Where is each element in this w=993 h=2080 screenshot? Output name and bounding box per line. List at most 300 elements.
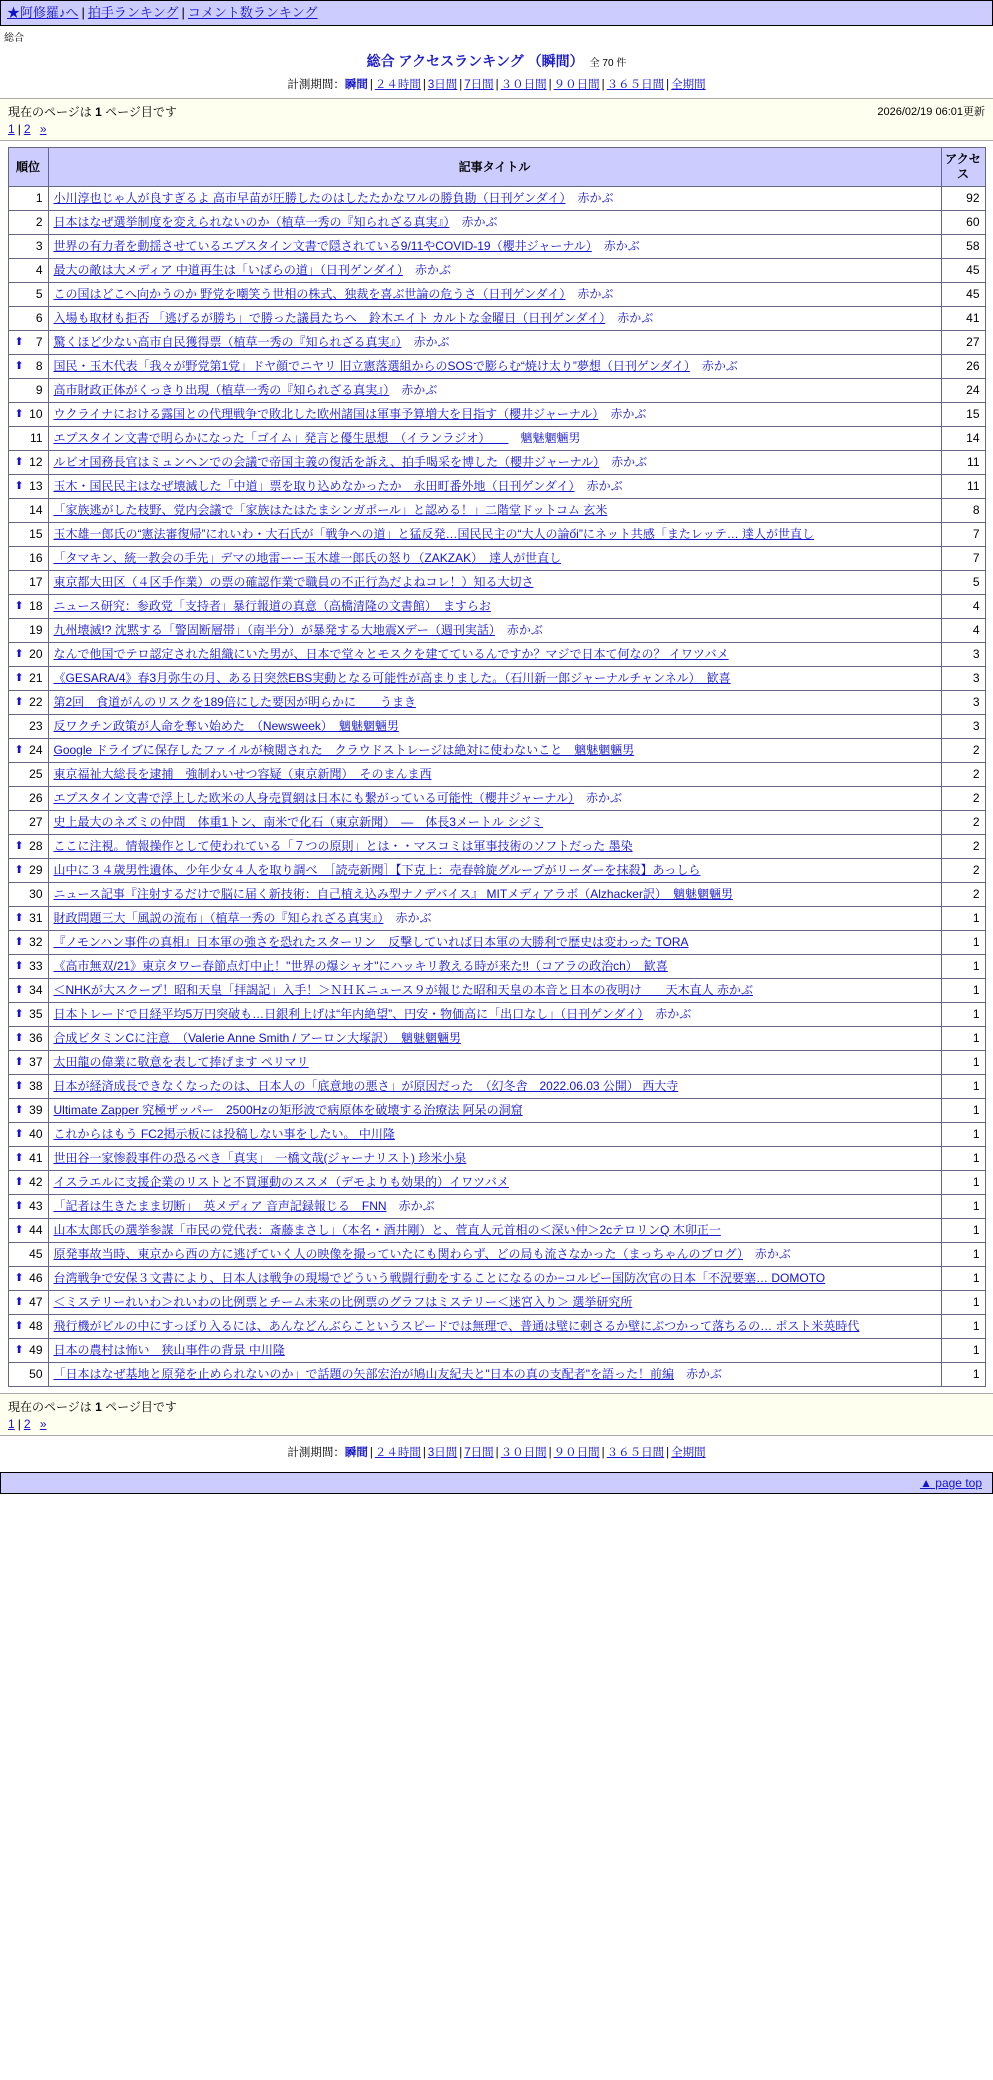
rank-number: 25 <box>29 767 43 781</box>
article-title-link[interactable]: 最大の敵は大メディア 中道再生は「いばらの道」（日刊ゲンダイ） <box>53 263 403 277</box>
article-title-link[interactable]: 入場も取材も拒否 「逃げるが勝ち」で勝った議員たちへ 鈴木エイト カルトな金曜日（日刊ゲンダイ） <box>53 311 606 325</box>
access-count-cell: 1 <box>941 1339 985 1363</box>
current-page-text-bottom <box>8 1398 985 1415</box>
article-title-cell <box>48 331 941 355</box>
article-title-link[interactable]: 『ノモンハン事件の真相』日本軍の強さを恐れたスターリン 反撃していれば日本軍の大勝利で歴史は変わった TORA <box>53 935 689 949</box>
rank-cell <box>8 1363 48 1387</box>
access-count-cell: 2 <box>941 739 985 763</box>
article-title-cell <box>48 1339 941 1363</box>
rank-number: 33 <box>29 959 43 973</box>
article-title-cell <box>48 739 941 763</box>
nav-link-applause-ranking[interactable]: 拍手ランキング <box>87 5 179 20</box>
rank-cell <box>8 1003 48 1027</box>
rank-cell <box>8 1267 48 1291</box>
article-author: 赤かぶ <box>754 1247 791 1261</box>
pager-gap-bottom <box>34 1417 37 1431</box>
article-title-link[interactable]: ニュース記事『注射するだけで脳に届く新技術：自己植え込み型ナノデバイス』 MITメディアラボ（Alzhacker訳） 魑魅魍魎男 <box>53 887 733 901</box>
article-title-link[interactable]: ルビオ国務長官はミュンヘンでの会議で帝国主義の復活を訴え、拍手喝采を博した（櫻井ジャーナル） <box>53 455 600 469</box>
access-count-cell: 1 <box>941 1003 985 1027</box>
article-author: 赤かぶ <box>414 263 451 277</box>
page-title: 総合 アクセスランキング （瞬間） <box>366 53 584 69</box>
period-option-90d-top[interactable]: ９０日間 <box>553 79 600 91</box>
nav-separator-2: | <box>181 5 185 20</box>
article-title-link[interactable]: 合成ビタミンCに注意 （Valerie Anne Smith / アーロン大塚訳） 魑魅魍魎男 <box>53 1031 461 1045</box>
article-title-link[interactable]: 玉木雄一郎氏の“憲法審復帰”にれいわ・大石氏が「戦争への道」と猛反発…国民民主の“大人の論ối”にネット共感「またレッテ… 達人が世直し <box>53 527 815 541</box>
article-title-cell <box>48 259 941 283</box>
period-sep-b3: | <box>459 1447 463 1459</box>
rank-number: 39 <box>29 1103 43 1117</box>
table-row <box>8 691 985 715</box>
access-count-cell: 92 <box>941 187 985 211</box>
article-title-link[interactable]: ＜NHKが大スクープ！昭和天皇「拝謁記」入手！＞ＮＨＫニュース９が報じた昭和天皇の本音と日本の夜明け 天木直人 赤かぶ <box>53 983 753 997</box>
rank-cell <box>8 1315 48 1339</box>
pager-top <box>8 120 985 136</box>
access-count-cell: 45 <box>941 283 985 307</box>
article-title-link[interactable]: Ultimate Zapper 究極ザッパー 2500Hzの矩形波で病原体を破壊する治療法 阿呆の洞窟 <box>53 1103 523 1117</box>
table-row <box>8 619 985 643</box>
period-sep-t6: | <box>601 79 605 91</box>
period-option-365d-bottom[interactable]: ３６５日間 <box>606 1447 665 1459</box>
article-title-cell <box>48 1147 941 1171</box>
article-title-link[interactable]: 太田龍の偉業に敬意を表して捧げます ペリマリ <box>53 1055 309 1069</box>
rank-number: 29 <box>29 863 43 877</box>
nav-separator-1: | <box>81 5 85 20</box>
table-row <box>8 739 985 763</box>
article-title-link[interactable]: 反ワクチン政策が人命を奪い始めた （Newsweek） 魑魅魍魎男 <box>53 719 399 733</box>
article-title-cell <box>48 1075 941 1099</box>
rank-up-arrow-icon: ⬆ <box>14 1272 24 1284</box>
breadcrumb: 総合 <box>4 33 24 44</box>
period-sep-t2: | <box>422 79 426 91</box>
period-sep-t4: | <box>495 79 499 91</box>
period-sep-t1: | <box>369 79 373 91</box>
table-row <box>8 379 985 403</box>
access-count-cell: 15 <box>941 403 985 427</box>
rank-cell <box>8 1123 48 1147</box>
table-row <box>8 811 985 835</box>
rank-cell <box>8 1051 48 1075</box>
period-option-3d-bottom[interactable]: 3日間 <box>427 1447 458 1459</box>
pager-next-top[interactable]: » <box>39 122 47 136</box>
period-sep-b7: | <box>666 1447 670 1459</box>
rank-number: 15 <box>29 527 43 541</box>
rank-number: 27 <box>29 815 43 829</box>
rank-cell <box>8 907 48 931</box>
access-count-cell: 1 <box>941 1291 985 1315</box>
rank-up-arrow-icon: ⬆ <box>14 936 24 948</box>
article-title-cell <box>48 1003 941 1027</box>
rank-number: 8 <box>35 359 43 373</box>
rank-number: 46 <box>29 1271 43 1285</box>
article-author: 魑魅魍魎男 <box>520 431 581 445</box>
rank-cell <box>8 1195 48 1219</box>
access-count-cell: 11 <box>941 451 985 475</box>
article-title-cell <box>48 1363 941 1387</box>
article-title-link[interactable]: 《GESARA/4》春3月弥生の月、ある日突然EBS実動となる可能性が高まりました。（石川新一郎ジャーナルチャンネル） 歓喜 <box>53 671 731 685</box>
page-top-link[interactable]: ▲ page top <box>920 1476 982 1490</box>
article-title-link[interactable]: 玉木・国民民主はなぜ壊滅した「中道」票を取り込めなかったか 永田町番外地（日刊ゲンダイ） <box>53 479 575 493</box>
rank-up-arrow-icon: ⬆ <box>14 696 24 708</box>
article-title-link[interactable]: ＜ミステリーれいわ＞れいわの比例票とチーム未来の比例票のグラフはミステリー＜迷宮入り＞ 選挙研究所 <box>53 1295 633 1309</box>
period-sep-b2: | <box>422 1447 426 1459</box>
current-page-number-bottom: 1 <box>95 1400 102 1414</box>
article-title-link[interactable]: イスラエルに支援企業のリストと不買運動のススメ（デモよりも効果的）イワツバメ <box>53 1175 509 1189</box>
article-title-link[interactable]: 東京福祉大総長を逮捕 強制わいせつ容疑（東京新聞） そのまんま西 <box>53 767 432 781</box>
period-option-30d-bottom[interactable]: ３０日間 <box>500 1447 547 1459</box>
period-option-24h-bottom[interactable]: ２４時間 <box>374 1447 421 1459</box>
article-title-link[interactable]: エプスタイン文書で浮上した欧米の人身売買網は日本にも繋がっている可能性（櫻井ジャーナル） <box>53 791 574 805</box>
rank-number: 18 <box>29 599 43 613</box>
period-sep-t3: | <box>459 79 463 91</box>
access-count-cell: 41 <box>941 307 985 331</box>
rank-up-arrow-icon: ⬆ <box>14 360 24 372</box>
article-title-cell <box>48 235 941 259</box>
table-row <box>8 1243 985 1267</box>
pager-page-2-top[interactable]: 2 <box>23 122 31 136</box>
rank-up-arrow-icon: ⬆ <box>14 672 24 684</box>
article-author: 赤かぶ <box>585 791 622 805</box>
rank-number: 32 <box>29 935 43 949</box>
table-row <box>8 499 985 523</box>
article-title-link[interactable]: 財政問題三大「風説の流布」（植草一秀の『知られざる真実』） <box>53 911 384 925</box>
rank-up-arrow-icon: ⬆ <box>14 984 24 996</box>
article-title-link[interactable]: この国はどこへ向かうのか 野党を嘲笑う世相の株式、独裁を喜ぶ世論の危うさ（日刊ゲンダイ） <box>53 287 566 301</box>
article-title-cell <box>48 1315 941 1339</box>
rank-up-arrow-icon: ⬆ <box>14 1080 24 1092</box>
period-option-all-bottom[interactable]: 全期間 <box>671 1447 706 1459</box>
rank-number: 34 <box>29 983 43 997</box>
table-row <box>8 1291 985 1315</box>
rank-cell <box>8 451 48 475</box>
pager-bottom <box>8 1415 985 1431</box>
article-title-cell <box>48 643 941 667</box>
table-row <box>8 1363 985 1387</box>
nav-link-comment-ranking[interactable]: コメント数ランキング <box>187 5 318 20</box>
access-count-cell: 14 <box>941 427 985 451</box>
article-title-cell <box>48 979 941 1003</box>
article-title-cell <box>48 211 941 235</box>
access-count-cell: 1 <box>941 1171 985 1195</box>
article-author: 赤かぶ <box>617 311 654 325</box>
period-option-all-top[interactable]: 全期間 <box>671 79 706 91</box>
article-title-link[interactable]: 《高市無双/21》東京タワー春節点灯中止！"世界の爆シャオ"にハッキリ教える時が来た!!（コアラの政治ch） 歓喜 <box>53 959 668 973</box>
access-count-cell: 58 <box>941 235 985 259</box>
rank-up-arrow-icon: ⬆ <box>14 408 24 420</box>
rank-number: 31 <box>29 911 43 925</box>
access-count-cell: 1 <box>941 1363 985 1387</box>
rank-cell <box>8 979 48 1003</box>
period-option-7d-bottom[interactable]: 7日間 <box>464 1447 494 1459</box>
article-title-link[interactable]: 高市財政正体がくっきり出現（植草一秀の『知られざる真実』） <box>53 383 390 397</box>
rank-number: 19 <box>29 623 43 637</box>
article-title-link[interactable]: 台湾戦争で安保３文書により、日本人は戦争の現場でどういう戦闘行動をすることになるのか−コルビー国防次官の日本「不況要塞… DOMOTO <box>53 1271 826 1285</box>
rank-cell <box>8 859 48 883</box>
rank-up-arrow-icon: ⬆ <box>14 600 24 612</box>
rank-number: 3 <box>35 239 43 253</box>
article-title-cell <box>48 187 941 211</box>
rank-cell <box>8 403 48 427</box>
rank-up-arrow-icon: ⬆ <box>14 960 24 972</box>
article-title-cell <box>48 595 941 619</box>
rank-number: 2 <box>35 215 43 229</box>
article-title-link[interactable]: 日本トレードで日経平均5万円突破も…日銀利上げは“年内絶望”、円安・物価高に「出口なし」（日刊ゲンダイ） <box>53 1007 644 1021</box>
rank-up-arrow-icon: ⬆ <box>14 1224 24 1236</box>
rank-up-arrow-icon: ⬆ <box>14 1128 24 1140</box>
article-author: 赤かぶ <box>577 191 614 205</box>
table-row <box>8 187 985 211</box>
access-count-cell: 3 <box>941 667 985 691</box>
rank-number: 9 <box>35 383 43 397</box>
rank-up-arrow-icon: ⬆ <box>14 1200 24 1212</box>
article-title-link[interactable]: 「タマキン、統一教会の手先」デマの地雷ーー玉木雄一郎氏の怒り（ZAKZAK） 達人が世直し <box>53 551 562 565</box>
table-row <box>8 787 985 811</box>
rank-cell <box>8 571 48 595</box>
article-author: 赤かぶ <box>655 1007 692 1021</box>
rank-number: 42 <box>29 1175 43 1189</box>
article-title-cell <box>48 811 941 835</box>
article-title-link[interactable]: Google ドライブに保存したファイルが検閲された クラウドストレージは絶対に使わないこと 魑魅魍魎男 <box>53 743 635 757</box>
pager-page-1-bottom[interactable]: 1 <box>8 1417 15 1431</box>
rank-cell <box>8 499 48 523</box>
access-count-cell: 2 <box>941 811 985 835</box>
rank-number: 22 <box>29 695 43 709</box>
article-author: 赤かぶ <box>701 359 738 373</box>
period-option-365d-top[interactable]: ３６５日間 <box>606 79 665 91</box>
period-option-3d-top[interactable]: 3日間 <box>427 79 458 91</box>
rank-number: 50 <box>29 1367 43 1381</box>
current-page-prefix-bottom: 現在のページは <box>8 1400 96 1414</box>
rank-cell <box>8 931 48 955</box>
current-page-text-top <box>8 103 985 120</box>
rank-cell <box>8 691 48 715</box>
rank-cell <box>8 523 48 547</box>
rank-cell <box>8 307 48 331</box>
rank-number: 44 <box>29 1223 43 1237</box>
rank-up-arrow-icon: ⬆ <box>14 912 24 924</box>
page-top-bar <box>0 1472 993 1494</box>
article-title-link[interactable]: 日本が経済成長できなくなったのは、日本人の「底意地の悪さ」が原因だった （幻冬舎 2022.06.03 公開） 西大寺 <box>53 1079 679 1093</box>
article-title-link[interactable]: 驚くほど少ない高市自民獲得票（植草一秀の『知られざる真実』） <box>53 335 402 349</box>
page-info-band-bottom <box>0 1393 993 1436</box>
table-row <box>8 475 985 499</box>
period-label-bottom: 計測期間： <box>287 1447 345 1459</box>
rank-cell <box>8 211 48 235</box>
article-author: 赤かぶ <box>395 911 432 925</box>
rank-cell <box>8 667 48 691</box>
access-count-cell: 2 <box>941 835 985 859</box>
article-title-link[interactable]: 日本の農村は怖い 狭山事件の背景 中川隆 <box>53 1343 285 1357</box>
rank-cell <box>8 427 48 451</box>
article-author: 赤かぶ <box>401 383 438 397</box>
table-header-row <box>8 148 985 187</box>
article-title-link[interactable]: これからはもう FC2掲示板には投稿しない事をしたい。 中川隆 <box>53 1127 395 1141</box>
article-title-cell <box>48 283 941 307</box>
article-title-cell <box>48 691 941 715</box>
article-title-cell <box>48 859 941 883</box>
rank-up-arrow-icon: ⬆ <box>14 840 24 852</box>
article-title-link[interactable]: ここに注視。情報操作として使われている「７つの原則」とは・・マスコミは軍事技術のソフトだった 墨染 <box>53 839 633 853</box>
access-count-cell: 1 <box>941 1027 985 1051</box>
rank-cell <box>8 1147 48 1171</box>
table-row <box>8 859 985 883</box>
access-count-cell: 1 <box>941 907 985 931</box>
article-title-link[interactable]: エプスタイン文書で明らかになった「ゴイム」発言と優生思想 （イランラジオ） <box>53 431 509 445</box>
access-count-cell: 1 <box>941 1051 985 1075</box>
rank-cell <box>8 787 48 811</box>
total-count: 全 70 件 <box>589 58 627 69</box>
article-title-cell <box>48 763 941 787</box>
rank-number: 23 <box>29 719 43 733</box>
table-row <box>8 979 985 1003</box>
article-title-link[interactable]: 飛行機がビルの中にすっぽり入るには、あんなどんぶらこというスピードでは無理で、普通は壁に刺さるか壁にぶつかって落ちるの… ポスト米英時代 <box>53 1319 860 1333</box>
access-count-cell: 8 <box>941 499 985 523</box>
table-row <box>8 235 985 259</box>
rank-up-arrow-icon: ⬆ <box>14 1344 24 1356</box>
period-sep-b1: | <box>369 1447 373 1459</box>
period-option-7d-top[interactable]: 7日間 <box>464 79 494 91</box>
article-title-link[interactable]: ウクライナにおける露国との代理戦争で敗北した欧州諸国は軍事予算増大を目指す（櫻井ジャーナル） <box>53 407 599 421</box>
table-row <box>8 883 985 907</box>
access-count-cell: 5 <box>941 571 985 595</box>
current-page-suffix-top: ページ目です <box>101 105 177 119</box>
pager-page-2-bottom[interactable]: 2 <box>23 1417 31 1431</box>
article-title-cell <box>48 1267 941 1291</box>
article-title-link[interactable]: 「記者は生きたまま切断」 英メディア 音声記録報じる FNN <box>53 1199 387 1213</box>
table-row <box>8 1027 985 1051</box>
article-title-link[interactable]: 国民・玉木代表「我々が野党第1党」ドヤ顔でニヤリ 旧立憲落選組からのSOSで膨らむ“焼け太り”夢想（日刊ゲンダイ） <box>53 359 690 373</box>
column-header-access: アクセス <box>941 148 985 187</box>
article-title-link[interactable]: 山本太郎氏の選挙参謀「市民の党代表：斎藤まさし」（本名・酒井剛）と、菅直人元首相の＜深い仲＞2cテロリンQ 木卯正一 <box>53 1223 721 1237</box>
rank-number: 49 <box>29 1343 43 1357</box>
article-title-link[interactable]: ニュース研究：参政党「支持者」暴行報道の真意（高橋清隆の文書館） ますらお <box>53 599 491 613</box>
article-title-cell <box>48 1027 941 1051</box>
rank-cell <box>8 547 48 571</box>
article-title-cell <box>48 907 941 931</box>
article-title-cell <box>48 883 941 907</box>
access-count-cell: 1 <box>941 1315 985 1339</box>
article-title-link[interactable]: 世田谷一家惨殺事件の恐るべき「真実」 一橋文哉(ジャーナリスト) 珍米小泉 <box>53 1151 467 1165</box>
access-count-cell: 3 <box>941 691 985 715</box>
column-header-title: 記事タイトル <box>48 148 941 187</box>
article-title-link[interactable]: 東京都大田区（４区手作業）の票の確認作業で職員の不正行為だよねコレ！）知る大切さ <box>53 575 534 589</box>
access-count-cell: 1 <box>941 1099 985 1123</box>
article-author: 赤かぶ <box>686 1367 723 1381</box>
article-title-link[interactable]: 小川淳也じゃ人が良すぎるよ 高市早苗が圧勝したのはしたたかなワルの勝負勘（日刊ゲンダイ） <box>53 191 566 205</box>
article-title-cell <box>48 1291 941 1315</box>
rank-number: 7 <box>35 335 43 349</box>
article-title-cell <box>48 1171 941 1195</box>
table-row <box>8 931 985 955</box>
article-title-cell <box>48 1123 941 1147</box>
current-page-suffix-bottom: ページ目です <box>101 1400 177 1414</box>
rank-cell <box>8 835 48 859</box>
pager-next-bottom[interactable]: » <box>39 1417 47 1431</box>
access-count-cell: 2 <box>941 787 985 811</box>
period-sep-t7: | <box>666 79 670 91</box>
nav-link-asyura[interactable]: ★阿修羅♪へ <box>7 5 79 20</box>
rank-number: 1 <box>35 191 43 205</box>
current-page-prefix-top: 現在のページは <box>8 105 96 119</box>
article-title-cell <box>48 667 941 691</box>
period-sep-t5: | <box>548 79 552 91</box>
rank-number: 10 <box>29 407 43 421</box>
pager-sep-top: | <box>17 122 21 136</box>
table-row <box>8 907 985 931</box>
rank-number: 21 <box>29 671 43 685</box>
access-count-cell: 1 <box>941 1219 985 1243</box>
table-row <box>8 355 985 379</box>
rank-number: 24 <box>29 743 43 757</box>
period-label-top: 計測期間： <box>287 79 345 91</box>
rank-up-arrow-icon: ⬆ <box>14 1056 24 1068</box>
rank-number: 11 <box>30 431 43 445</box>
article-title-cell <box>48 307 941 331</box>
rank-cell <box>8 643 48 667</box>
period-option-30d-top[interactable]: ３０日間 <box>500 79 547 91</box>
table-row <box>8 1099 985 1123</box>
article-title-link[interactable]: 史上最大のネズミの仲間 体重1トン、南米で化石（東京新聞） ― 体長3メートル シジミ <box>53 815 543 829</box>
current-page-number-top: 1 <box>95 105 102 119</box>
table-row <box>8 595 985 619</box>
article-title-link[interactable]: 九州壊滅!? 沈黙する「警固断層帯」（南半分）が暴発する大地震Xデー（週刊実話） <box>53 623 495 637</box>
rank-cell <box>8 1219 48 1243</box>
column-header-rank: 順位 <box>8 148 48 187</box>
article-title-link[interactable]: 山中に３４歳男性遺体、少年少女４人を取り調べ ［読売新聞］【下克上：売春斡旋グループがリーダーを抹殺】あっしら <box>53 863 701 877</box>
rank-cell <box>8 1027 48 1051</box>
last-updated-timestamp: 2026/02/19 06:01更新 <box>877 106 985 118</box>
rank-cell <box>8 811 48 835</box>
rank-up-arrow-icon: ⬆ <box>14 1152 24 1164</box>
rank-up-arrow-icon: ⬆ <box>14 864 24 876</box>
article-title-cell <box>48 835 941 859</box>
rank-number: 40 <box>29 1127 43 1141</box>
bottom-spacer <box>0 1494 993 1504</box>
table-row <box>8 427 985 451</box>
article-title-link[interactable]: 原発事故当時、東京から西の方に逃げていく人の映像を撮っていたにも関わらず、どの局も流さなかった（まっちゃんのブログ） <box>53 1247 743 1261</box>
period-option-24h-top[interactable]: ２４時間 <box>374 79 421 91</box>
rank-number: 36 <box>29 1031 43 1045</box>
rank-number: 30 <box>29 887 43 901</box>
article-title-link[interactable]: 第2回 食道がんのリスクを189倍にした要因が明らかに うまき <box>53 695 416 709</box>
access-count-cell: 7 <box>941 547 985 571</box>
table-row <box>8 331 985 355</box>
article-title-cell <box>48 715 941 739</box>
rank-number: 37 <box>29 1055 43 1069</box>
article-title-link[interactable]: 「日本はなぜ基地と原発を止められないのか」で話題の矢部宏治が鳩山友紀夫と"日本の真の支配者"を語った！前編 <box>53 1367 675 1381</box>
article-title-link[interactable]: 日本はなぜ選挙制度を変えられないのか（植草一秀の『知られざる真実』） <box>53 215 450 229</box>
rank-cell <box>8 1171 48 1195</box>
period-option-instant-bottom[interactable]: 瞬間 <box>344 1447 368 1459</box>
pager-sep-bottom: | <box>17 1417 21 1431</box>
article-title-link[interactable]: 世界の有力者を動揺させているエプスタイン文書で隠されている9/11やCOVID-19（櫻井ジャーナル） <box>53 239 592 253</box>
table-row <box>8 451 985 475</box>
rank-cell <box>8 235 48 259</box>
article-title-cell <box>48 1099 941 1123</box>
article-title-link[interactable]: 「家族逃がした枝野、党内会議で「家族はたはたまシンガポール」と認める！」二階堂ドットコム 玄米 <box>53 503 608 517</box>
table-row <box>8 1339 985 1363</box>
access-count-cell: 1 <box>941 1123 985 1147</box>
article-title-link[interactable]: なんで他国でテロ認定された組織にいた男が、日本で堂々とモスクを建てているんですか？マジで日本て何なの？ イワツバメ <box>53 647 729 661</box>
article-title-cell <box>48 955 941 979</box>
period-option-instant-top[interactable]: 瞬間 <box>344 79 368 91</box>
rank-number: 41 <box>29 1151 43 1165</box>
pager-page-1-top[interactable]: 1 <box>8 122 15 136</box>
article-title-cell <box>48 1051 941 1075</box>
table-row <box>8 643 985 667</box>
rank-number: 4 <box>35 263 43 277</box>
period-option-90d-bottom[interactable]: ９０日間 <box>553 1447 600 1459</box>
table-row <box>8 307 985 331</box>
